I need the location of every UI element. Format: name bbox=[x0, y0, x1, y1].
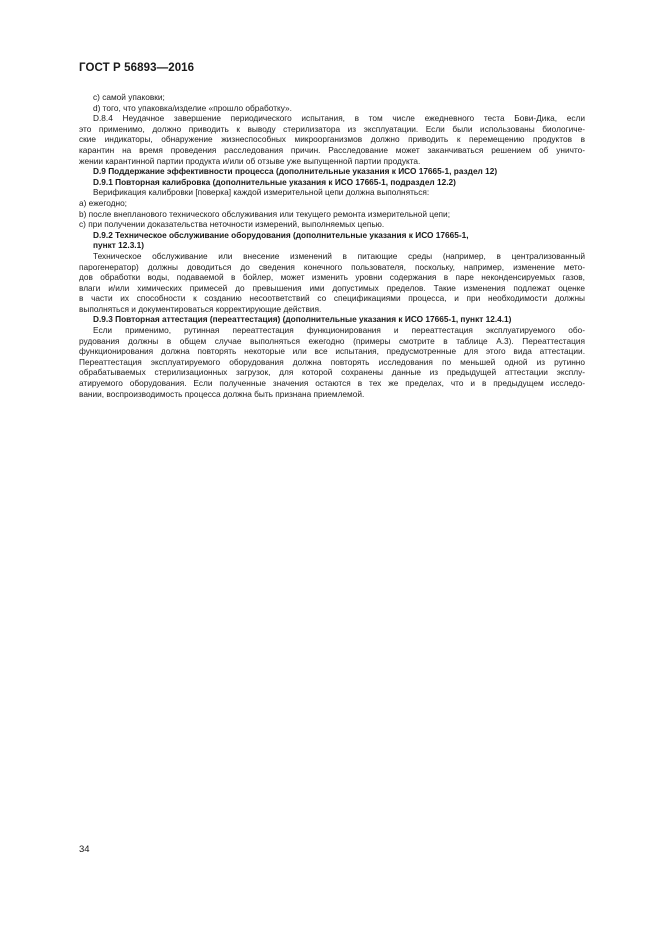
text-line: функционирования должна повторять некоторые или все испытания, предусмотренные для этого вида аттестации. bbox=[79, 346, 585, 357]
paragraph-d-8-4 bbox=[79, 113, 585, 166]
subsection-heading-d-9-3: D.9.3 Повторная аттестация (переаттестация) (дополнительные указания к ИСО 17665-1, пункт 12.4.1) bbox=[93, 314, 512, 325]
text-line: Техническое обслуживание или внесение изменений в питающие среды (например, в централизованный bbox=[93, 250, 585, 261]
document-header: ГОСТ Р 56893—2016 bbox=[79, 62, 195, 74]
list-item: а) ежегодно; bbox=[79, 197, 127, 208]
section-heading-d-9: D.9 Поддержание эффективности процесса (дополнительные указания к ИСО 17665-1, раздел 12) bbox=[93, 166, 498, 177]
text-line: жении карантинной партии продукта и/или об отзыве уже выпущенной партии продукта. bbox=[79, 155, 421, 166]
list-item: b) после внепланового технического обслуживания или текущего ремонта измерительной цепи; bbox=[79, 208, 450, 219]
text-line: Переаттестация эксплуатируемого оборудования должна повторять исследования по меньшей одной из рутинно bbox=[79, 356, 585, 367]
text-line: вании, воспроизводимость процесса должна быть признана приемлемой. bbox=[79, 388, 365, 399]
text-line: рудования должны в общем случае выполняться ежегодно (примеры смотрите в таблице А.3). Переаттестация bbox=[79, 335, 585, 346]
paragraph-d-9-3 bbox=[79, 325, 585, 399]
text-line: карантин на время проведения расследования причин. Расследование может заканчиваться решением об уничто- bbox=[79, 144, 585, 155]
text-line: D.8.4 Неудачное завершение периодического испытания, в том числе ежедневного теста Бови-Дика, если bbox=[93, 113, 585, 124]
text-line: обрабатываемых стерилизационных загрузок, для которой сохранены данные из предыдущей аттестации эксплу- bbox=[79, 367, 585, 378]
page-content bbox=[79, 92, 585, 399]
text-line: парогенератор) должны доводиться до сведения конечного пользователя, поскольку, например, изменение мето- bbox=[79, 261, 585, 272]
text-line: в части их способности к созданию несоответствий со спецификациями процесса, и при необходимости должны bbox=[79, 293, 585, 304]
subsection-heading-d-9-2-cont: пункт 12.3.1) bbox=[93, 240, 144, 251]
paragraph-d-9-2 bbox=[79, 251, 585, 315]
subsection-heading-d-9-2: D.9.2 Техническое обслуживание оборудования (дополнительные указания к ИСО 17665-1, bbox=[93, 229, 469, 240]
text-line: дов обработки воды, подаваемой в бойлер, может изменить уровни содержания в паре неконденсируемых газов, bbox=[79, 272, 585, 283]
list-item-d: d) того, что упаковка/изделие «прошло обработку». bbox=[93, 102, 292, 113]
text-line: влаги и/или химических примесей до превышения ими допустимых пределов. Такие изменения подлежат оценке bbox=[79, 282, 585, 293]
text-line: ские индикаторы, обнаружение жизнеспособных микроорганизмов должно приводить к перемещению продуктов в bbox=[79, 134, 585, 145]
text-line: это применимо, должно приводить к выводу стерилизатора из эксплуатации. Если были использованы биологиче- bbox=[79, 123, 585, 134]
subsection-heading-d-9-1: D.9.1 Повторная калибровка (дополнительные указания к ИСО 17665-1, подраздел 12.2) bbox=[93, 176, 456, 187]
text-line: выполняться и документироваться корректирующие действия. bbox=[79, 303, 322, 314]
page-number: 34 bbox=[79, 844, 90, 855]
list-item-c: c) самой упаковки; bbox=[93, 92, 165, 102]
text-line: атируемого оборудования. Если полученные значения остаются в тех же пределах, что и в предыдущем исследо- bbox=[79, 378, 585, 389]
paragraph-text: Верификация калибровки [поверка] каждой измерительной цепи должна выполняться: bbox=[93, 187, 430, 198]
text-line: Если применимо, рутинная переаттестация функционирования и переаттестация эксплуатируемого обо- bbox=[93, 325, 585, 336]
list-item: c) при получении доказательства неточности измерений, выполняемых цепью. bbox=[79, 219, 385, 230]
